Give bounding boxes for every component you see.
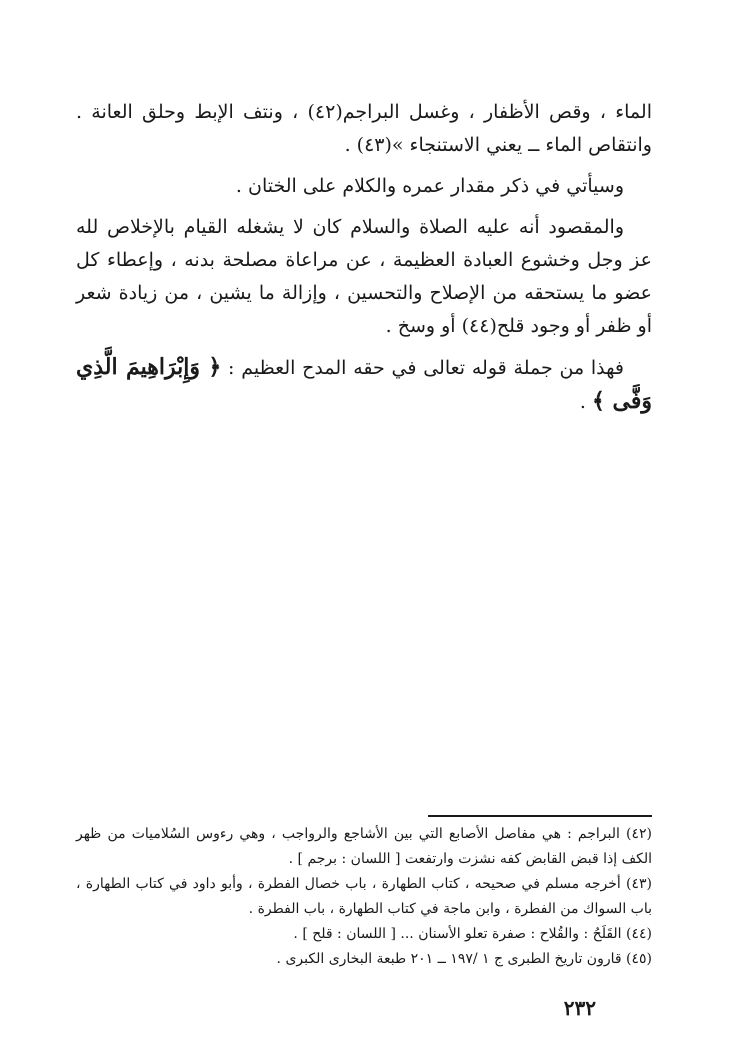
paragraph-4: [76, 351, 652, 419]
paragraph-4-end: .: [579, 391, 592, 413]
paragraph-2: وسيأتي في ذكر مقدار عمره والكلام على الختان .: [235, 175, 624, 197]
page-number: ٢٣٢: [563, 996, 596, 1020]
footnote-45: (٤٥) قارون تاريخ الطبرى ج ١ /١٩٧ ــ ٢٠١ طبعة البخارى الكبرى .: [276, 951, 652, 967]
main-text: [76, 96, 652, 427]
footnote-42: (٤٢) البراجم : هي مفاصل الأصابع التي بين الأشاجع والرواجب ، وهي رءوس السُلاميات من ظهر الكف إذا قبض القابض كفه نشزت وارتفعت [ اللسان : برجم ] .: [76, 826, 652, 867]
footnotes: [76, 822, 652, 972]
footnote-43: (٤٣) أخرجه مسلم في صحيحه ، كتاب الطهارة ، باب خصال الفطرة ، وأبو داود في كتاب الطهارة ، باب السواك من الفطرة ، وابن ماجة في كتاب الطهارة ، باب الفطرة .: [76, 876, 652, 917]
quran-verse: ﴿ وَإِبْرَاهِيمَ الَّذِي وَفَّى ﴾: [76, 354, 652, 414]
paragraph-3: والمقصود أنه عليه الصلاة والسلام كان لا يشغله القيام بالإخلاص لله عز وجل وخشوع العبادة العظيمة ، عن مراعاة مصلحة بدنه ، وإعطاء كل عضو ما يستحقه من الإصلاح والتحسين ، وإزالة ما يشين ، من زيادة شعر أو ظفر أو وجود قلح(٤٤) أو وسخ .: [76, 216, 652, 337]
footnote-separator: [428, 815, 652, 817]
footnote-44: (٤٤) القَلَحُ : والقُلاح : صفرة تعلو الأسنان ... [ اللسان : قلح ] .: [293, 926, 652, 942]
paragraph-1: الماء ، وقص الأظفار ، وغسل البراجم(٤٢) ، ونتف الإبط وحلق العانة . وانتقاص الماء ــ يعني الاستنجاء »(٤٣) .: [76, 101, 652, 156]
paragraph-4-text: فهذا من جملة قوله تعالى في حقه المدح العظيم :: [221, 357, 624, 379]
